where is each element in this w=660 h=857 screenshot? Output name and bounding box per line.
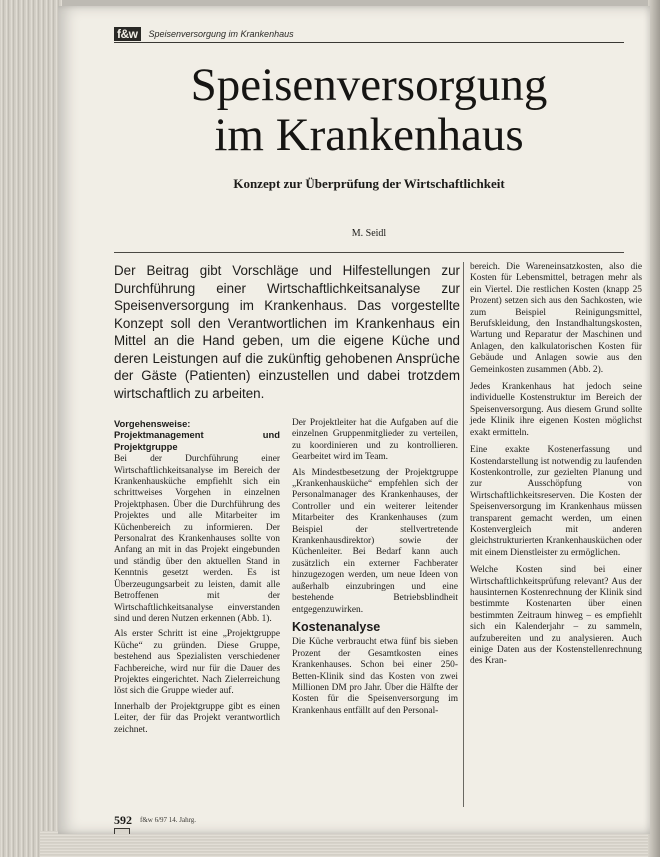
column-rule bbox=[463, 262, 464, 807]
article-intro: Der Beitrag gibt Vorschläge und Hilfestellungen zur Durchführung einer Wirtschaftlichkeitsanalyse zur Speisenversorgung im Krankenhaus. Das vorgestellte Konzept soll den Verantwortlichen im Krankenhaus ein Mittel an die Hand geben, um die eigene Küche und deren Leistungen auf die zukünftig gehobenen Ansprüche der Gäste (Patienten) einzustellen und dabei trotzdem wirtschaftlich zu arbeiten. bbox=[114, 263, 460, 401]
page-footer bbox=[114, 812, 624, 828]
article-title bbox=[114, 60, 624, 160]
paragraph: Als Mindestbesetzung der Projektgruppe „Krankenhausküche“ empfehlen sich der Personalmanager des Krankenhauses, der Controller und ein weiterer leitender Mitarbeiter des Krankenhauses (zum Beispiel der stellvertretende Krankenhausdirektor) sowie der Küchenleiter. Bei Bedarf kann auch zusätzlich ein externer Fachberater hinzugezogen werden, um neue Ideen von außerhalb einzubringen und eine bestehende Betriebsblindheit entgegenzuwirken. bbox=[292, 467, 458, 615]
book-page-edges-bottom bbox=[40, 831, 660, 857]
footer-logo-icon bbox=[114, 828, 130, 834]
paragraph: bereich. Die Wareneinsatzkosten, also die Kosten für Lebensmittel, betragen mehr als ein Viertel. Die restlichen Kosten (knapp 25 Prozent) setzen sich aus den Sachkosten, wie zum Beispiel Reinigungsmittel, Berufskleidung, den Instandhaltungskosten, Wartung und Reparatur der Maschinen und Anlagen, den kalkulatorischen Kosten für Gebäude und Anlagen sowie aus den Gemeinkosten zusammen (Abb. 2). bbox=[470, 262, 642, 375]
paragraph: Innerhalb der Projektgruppe gibt es einen Leiter, der für das Projekt verantwortlich zeichnet. bbox=[114, 701, 280, 735]
magazine-page bbox=[58, 6, 650, 834]
section-heading-kostenanalyse: Kostenanalyse bbox=[292, 619, 381, 634]
magazine-logo: f&w bbox=[114, 27, 141, 41]
paragraph: Die Küche verbraucht etwa fünf bis sieben Prozent der Gesamtkosten eines Krankenhauses. Schon bei einer 250-Betten-Klinik sind das Kosten von zwei Millionen DM pro Jahr. Über die Hälfte der Kosten für die Speisenversorgung im Krankenhaus entfällt auf den Personal- bbox=[292, 637, 458, 716]
paragraph: Jedes Krankenhaus hat jedoch seine individuelle Kostenstruktur im Bereich der Speisenversorgung. Aus diesem Grund sollte jede Klinik ihre eigenen Kosten möglichst exakt ermitteln. bbox=[470, 382, 642, 438]
paragraph: Der Projektleiter hat die Aufgaben auf die einzelnen Gruppenmitglieder zu verteilen, zu koordinieren und zu kontrollieren. Gearbeitet wird im Team. bbox=[292, 418, 458, 463]
running-title: Speisenversorgung im Krankenhaus bbox=[148, 29, 294, 39]
paragraph: Eine exakte Kostenerfassung und Kostendarstellung ist notwendig zu laufenden Kostenkontrolle, zur gezielten Planung und zur Ausschöpfung von Wirtschaftlichkeitsreserven. Die Kosten der Speisenversorgung im Krankenhaus müssen transparent gemacht werden, um einen Kostenvergleich mit anderen gleichstrukturierten Krankenhausküchen oder mit einem Dienstleister zu ermöglichen. bbox=[470, 445, 642, 558]
running-header bbox=[114, 26, 624, 43]
page-number: 592 bbox=[114, 812, 132, 827]
text-column-3 bbox=[470, 262, 642, 674]
header-divider bbox=[114, 252, 624, 253]
paragraph: Bei der Durchführung einer Wirtschaftlichkeitsanalyse im Bereich der Krankenhausküche empfiehlt sich ein schrittweises Vorgehen in einzelnen Projektphasen. Über die Durchführung des Projektes und alle Mitarbeiter im Küchenbereich zu informieren. Der Personalrat des Krankenhauses sollte von Anfang an mit in das Projekt eingebunden und ständig über den aktuellen Stand in Kenntnis gesetzt werden. Es ist Überzeugungsarbeit zu leisten, damit alle Betroffenen mit der Wirtschaftlichkeitsanalyse einverstanden sind und deren Nutzen erkennen (Abb. 1). bbox=[114, 454, 280, 624]
section-heading-projektmanagement: Vorgehensweise: Projektmanagement und Projektgruppe bbox=[114, 418, 280, 452]
paragraph: Welche Kosten sind bei einer Wirtschaftlichkeitsprüfung relevant? Aus der hausinternen Kostenrechnung der Klinik sind bestimmte Kostenarten über einen bestimmten Zeitraum hinweg – es empfiehlt sich ein Kalenderjahr – zu sammeln, aufzubereiten und zu analysieren. Auch einige Daten aus der Kostenstellenrechnung des Kran- bbox=[470, 565, 642, 667]
text-column-2 bbox=[292, 418, 458, 721]
article-subtitle: Konzept zur Überprüfung der Wirtschaftlichkeit bbox=[233, 176, 505, 191]
text-column-1 bbox=[114, 418, 280, 740]
title-line-2: im Krankenhaus bbox=[214, 109, 524, 161]
title-line-1: Speisenversorgung bbox=[190, 59, 548, 111]
article-author: M. Seidl bbox=[351, 228, 387, 239]
book-page-edges-left bbox=[0, 0, 62, 857]
paragraph: Als erster Schritt ist eine „Projektgruppe Küche“ zu gründen. Diese Gruppe, bestehend aus Spezialisten verschiedener Fachbereiche, wird nur für die Dauer des Projektes eingerichtet. Nach Zielerreichung löst sich die Gruppe wieder auf. bbox=[114, 629, 280, 697]
publication-info: f&w 6/97 14. Jahrg. bbox=[140, 816, 197, 824]
